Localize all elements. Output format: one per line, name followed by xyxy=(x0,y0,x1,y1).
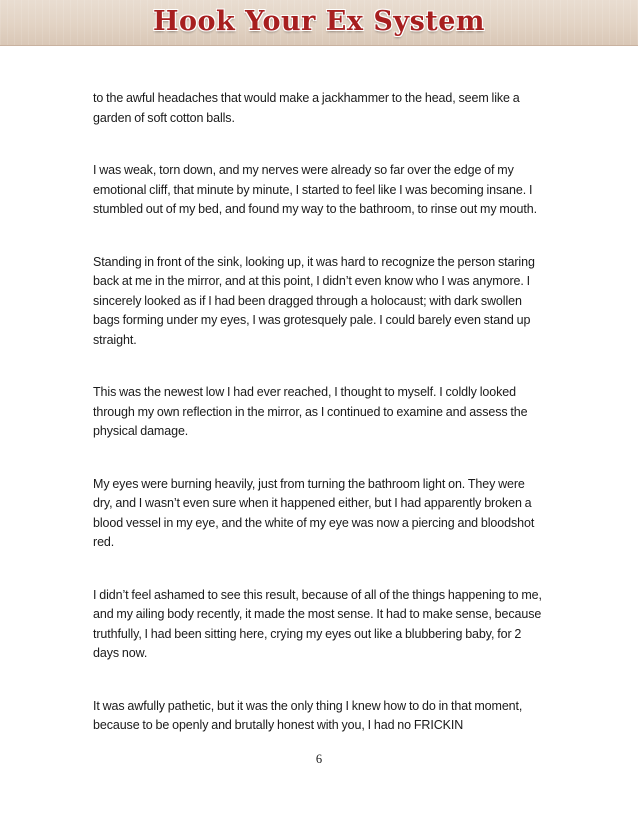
paragraph-1: to the awful headaches that would make a jackhammer to the head, seem like a garden of soft cotton balls. xyxy=(93,91,520,125)
paragraph-3: Standing in front of the sink, looking up, it was hard to recognize the person staring back at me in the mirror, and at this point, I didn’t even know who I was anymore. I sincerely looked as if I had been dragged through a holocaust; with dark swollen bags forming under my eyes, I was grotesquely pale. I could barely even stand up straight. xyxy=(93,254,535,347)
paragraph-5: My eyes were burning heavily, just from turning the bathroom light on. They were dry, and I wasn’t even sure when it happened either, but I had apparently broken a blood vessel in my eye, and the white of my eye was now a piercing and bloodshot red. xyxy=(93,476,535,549)
header-title: Hook Your Ex System xyxy=(152,6,485,37)
paragraph-7: It was awfully pathetic, but it was the only thing I knew how to do in that moment, because to be openly and brutally honest with you, I had no FRICKIN xyxy=(93,698,523,732)
paragraph-6: I didn’t feel ashamed to see this result, because of all of the things happening to me, and my ailing body recently, it made the most sense. It had to make sense, because truthfully, I had been sitting here, crying my eyes out like a blubbering baby, for 2 days now. xyxy=(93,587,542,660)
page-body xyxy=(93,89,543,769)
paragraph-4: This was the newest low I had ever reached, I thought to myself. I coldly looked through my own reflection in the mirror, as I continued to examine and assess the physical damage. xyxy=(93,385,528,438)
paragraph-2: I was weak, torn down, and my nerves were already so far over the edge of my emotional cliff, that minute by minute, I started to feel like I was becoming insane. I stumbled out of my bed, and found my way to the bathroom, to rinse out my mouth. xyxy=(93,163,537,216)
page-number: 6 xyxy=(315,752,323,766)
header-banner xyxy=(0,0,638,46)
